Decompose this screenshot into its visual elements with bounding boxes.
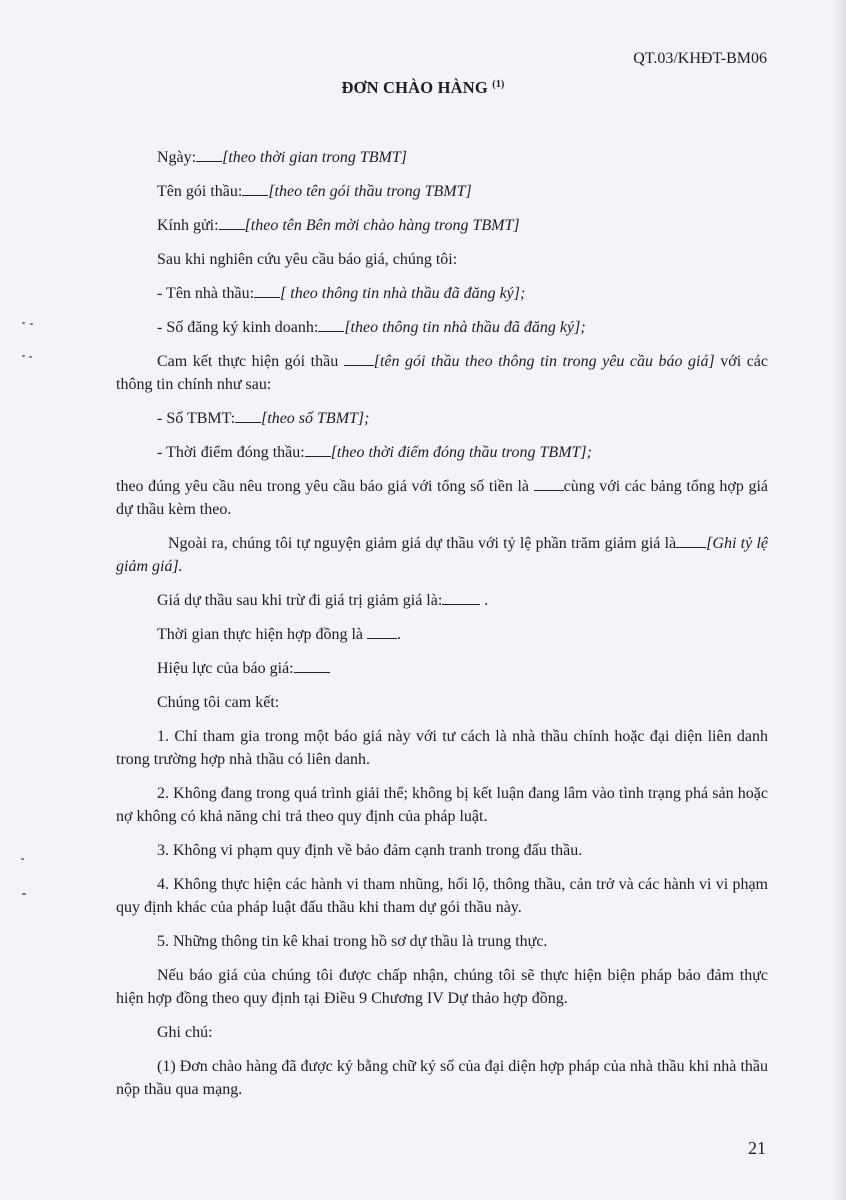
contractor-name-line xyxy=(116,282,768,305)
addressee-hint: [theo tên Bên mời chào hàng trong TBMT] xyxy=(244,217,520,234)
addressee-label: Kính gửi: xyxy=(157,217,219,234)
tbmt-number-line xyxy=(116,407,768,430)
package-name-hint: [theo tên gói thầu trong TBMT] xyxy=(268,183,472,200)
closing-time-hint: [theo thời điểm đóng thầu trong TBMT]; xyxy=(330,444,592,461)
closing-time-blank xyxy=(305,442,331,457)
contract-duration-label: Thời gian thực hiện hợp đồng là xyxy=(157,626,363,643)
commitment-package-blank xyxy=(344,351,374,366)
commitment-package-prefix: Cam kết thực hiện gói thầu xyxy=(157,353,339,370)
tbmt-number-label: - Số TBMT: xyxy=(157,410,236,427)
date-label: Ngày: xyxy=(157,149,197,166)
date-hint: [theo thời gian trong TBMT] xyxy=(222,149,407,166)
total-amount-prefix: theo đúng yêu cầu nêu trong yêu cầu báo giá với tổng số tiền là xyxy=(116,478,530,495)
commitments-heading: Chúng tôi cam kết: xyxy=(157,694,280,711)
commitment-item-1: 1. Chỉ tham gia trong một báo giá này với tư cách là nhà thầu chính hoặc đại diện liên danh trong trường hợp nhà thầu có liên danh. xyxy=(116,728,768,768)
business-reg-hint: [theo thông tin nhà thầu đã đăng ký]; xyxy=(344,319,586,336)
contractor-name-blank xyxy=(254,283,280,298)
total-amount-suffix: cùng với các bảng tổng hợp giá dự thầu kèm theo. xyxy=(116,478,768,518)
business-reg-line xyxy=(116,316,768,339)
validity-blank xyxy=(294,658,330,673)
closing-time-line xyxy=(116,441,768,464)
package-name-line xyxy=(116,180,768,203)
page-edge-shadow xyxy=(832,0,846,1200)
discount-blank xyxy=(676,533,706,548)
commitment-package-hint: [tên gói thầu theo thông tin trong yêu cầu báo giá] xyxy=(373,353,715,370)
business-reg-label: - Số đăng ký kinh doanh: xyxy=(157,319,319,336)
tbmt-number-hint: [theo số TBMT]; xyxy=(261,410,370,427)
intro-line: Sau khi nghiên cứu yêu cầu báo giá, chúng tôi: xyxy=(157,251,458,268)
package-name-label: Tên gói thầu: xyxy=(157,183,243,200)
commitment-package-line xyxy=(116,350,768,396)
total-amount-line xyxy=(116,475,768,521)
date-line xyxy=(116,146,768,169)
commitment-package-suffix: với các thông tin chính như sau: xyxy=(116,353,769,393)
validity-line xyxy=(116,657,768,680)
commitment-item-4: 4. Không thực hiện các hành vi tham nhũng, hối lộ, thông thầu, cản trở và các hành vi vi phạm quy định khác của pháp luật đấu thầu khi tham dự gói thầu này. xyxy=(116,876,768,916)
date-blank xyxy=(196,147,222,162)
commitments-closing: Nếu báo giá của chúng tôi được chấp nhận, chúng tôi sẽ thực hiện biện pháp bảo đảm thực hiện hợp đồng theo quy định tại Điều 9 Chương IV Dự thảo hợp đồng. xyxy=(116,967,768,1007)
commitment-item-5: 5. Những thông tin kê khai trong hồ sơ dự thầu là trung thực. xyxy=(157,933,548,950)
notes-heading: Ghi chú: xyxy=(157,1024,213,1041)
addressee-blank xyxy=(219,215,245,230)
contract-duration-blank xyxy=(367,624,397,639)
total-amount-blank xyxy=(534,476,564,491)
contract-duration-line: Thời gian thực hiện hợp đồng là . xyxy=(157,626,401,643)
addressee-line xyxy=(116,214,768,237)
business-reg-blank xyxy=(318,317,344,332)
page-number: 21 xyxy=(748,1138,766,1158)
discount-hint: [Ghi tỷ lệ giảm giá]. xyxy=(116,535,768,575)
validity-label: Hiệu lực của báo giá: xyxy=(157,660,294,677)
closing-time-label: - Thời điểm đóng thầu: xyxy=(157,444,305,461)
scan-speck xyxy=(22,355,25,357)
discount-prefix: Ngoài ra, chúng tôi tự nguyện giảm giá dự thầu với tỷ lệ phần trăm giảm giá là xyxy=(168,535,677,552)
discounted-price-line: Giá dự thầu sau khi trừ đi giá trị giảm giá là: . xyxy=(157,592,489,609)
scan-speck xyxy=(29,356,32,358)
discounted-price-label: Giá dự thầu sau khi trừ đi giá trị giảm giá là: xyxy=(157,592,443,609)
note-1: (1) Đơn chào hàng đã được ký bằng chữ ký số của đại diện hợp pháp của nhà thầu khi nhà thầu nộp thầu qua mạng. xyxy=(116,1058,768,1098)
tbmt-number-blank xyxy=(235,408,261,423)
document-title xyxy=(0,78,846,98)
package-name-blank xyxy=(242,181,268,196)
title-footnote-mark: (1) xyxy=(492,79,505,90)
commitment-item-3: 3. Không vi phạm quy định về bảo đảm cạnh tranh trong đấu thầu. xyxy=(157,842,583,859)
scan-speck xyxy=(21,858,24,860)
scan-speck xyxy=(30,323,33,325)
commitment-item-2: 2. Không đang trong quá trình giải thể; không bị kết luận đang lâm vào tình trạng phá sản hoặc nợ không có khả năng chi trả theo quy định của pháp luật. xyxy=(116,785,768,825)
document-body xyxy=(116,146,768,1112)
contractor-name-label: - Tên nhà thầu: xyxy=(157,285,255,302)
scan-speck xyxy=(22,322,25,324)
title-text: ĐƠN CHÀO HÀNG xyxy=(341,78,488,97)
scan-speck xyxy=(22,893,26,895)
document-code: QT.03/KHĐT-BM06 xyxy=(633,50,767,67)
discount-line xyxy=(116,532,768,578)
discounted-price-blank xyxy=(442,590,480,605)
contractor-name-hint: [ theo thông tin nhà thầu đã đăng ký]; xyxy=(280,285,526,302)
